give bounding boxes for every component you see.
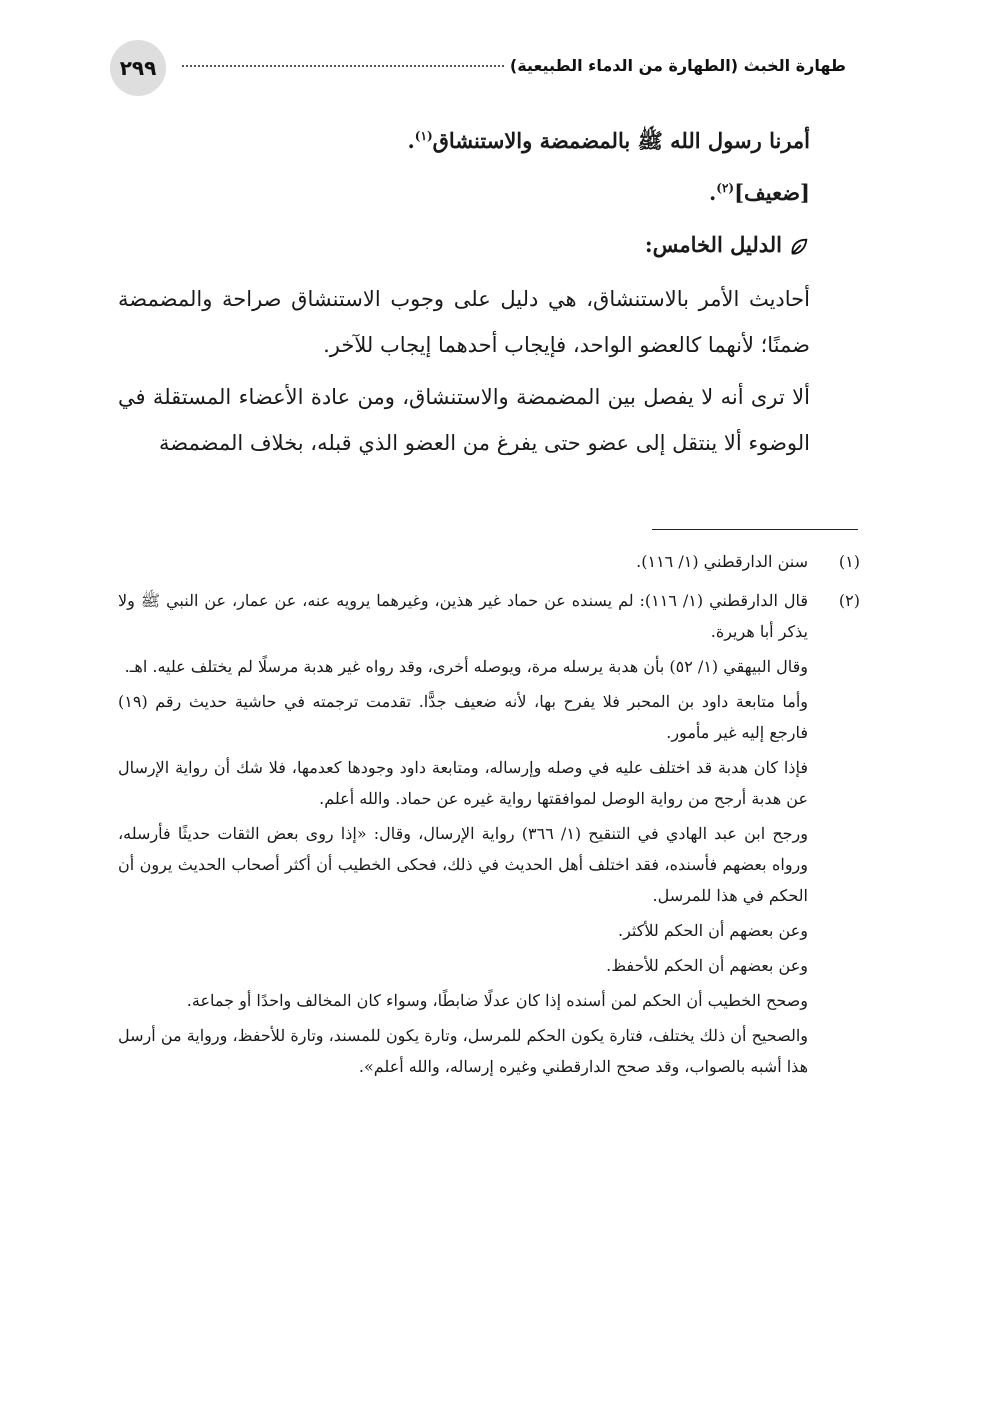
footnote-2 <box>118 585 860 1086</box>
footnote-paragraph: قال الدارقطني (١/ ١١٦): لم يسنده عن حماد غير هذين، وغيرهما يرويه عنه، عن عمار، عن النبي ﷺ ولا يذكر أبا هريرة. <box>118 591 808 641</box>
running-header <box>110 40 846 102</box>
header-dot-leader <box>182 65 504 67</box>
page-number: ٢٩٩ <box>110 40 166 96</box>
footnote-number: (٢) <box>838 591 860 610</box>
leaf-ornament-icon <box>788 236 810 258</box>
hadith-grade: [ضعيف] <box>734 180 810 205</box>
footnote-ref-1: (١) <box>414 129 433 143</box>
footnote-paragraph: وقال البيهقي (١/ ٥٢) بأن هدبة يرسله مرة، ويوصله أخرى، وقد رواه غير هدبة مرسلًا لم يختلف عليه. اهـ. <box>124 657 808 676</box>
section-heading: الدليل الخامس: <box>644 232 782 257</box>
grade-line <box>118 170 810 216</box>
footnote-paragraph: والصحيح أن ذلك يختلف، فتارة يكون الحكم للمرسل، وتارة يكون للمسند، وتارة للأحفظ، ورواية من أرسل هذا أشبه بالصواب، وقد صحح الدارقطني وغيره إرساله، والله أعلم». <box>118 1026 808 1076</box>
hadith-line <box>118 118 810 164</box>
footnote-paragraph: وصحح الخطيب أن الحكم لمن أسنده إذا كان عدلًا ضابطًا، وسواء كان المخالف واحدًا أو جماعة. <box>186 991 808 1010</box>
footnote-1 <box>118 546 860 581</box>
main-text <box>118 118 810 472</box>
grade-end: . <box>708 180 717 205</box>
paragraph-1: أحاديث الأمر بالاستنشاق، هي دليل على وجوب الاستنشاق صراحة والمضمضة ضمنًا؛ لأنهما كالعضو الواحد، فإيجاب أحدهما إيجاب للآخر. <box>118 287 810 357</box>
footnotes <box>118 546 860 1090</box>
footnote-number: (١) <box>838 552 860 571</box>
footnote-ref-2: (٢) <box>716 181 735 195</box>
footnote-paragraph: ورجح ابن عبد الهادي في التنقيح (١/ ٣٦٦) رواية الإرسال، وقال: «إذا روى بعض الثقات حديثًا فأرسله، ورواه بعضهم فأسنده، فقد اختلف أهل الحديث في ذلك، فحكى الخطيب أن أكثر أصحاب الحديث يرون أن الحكم في هذا للمرسل. <box>118 824 808 905</box>
footnote-paragraph: فإذا كان هدبة قد اختلف عليه في وصله وإرساله، ومتابعة داود وجودها كعدمها، فلا شك أن رواية الإرسال عن هدبة أرجح من رواية الوصل لموافقتها رواية غيره عن حماد. والله أعلم. <box>118 758 809 808</box>
footnote-paragraph: سنن الدارقطني (١/ ١١٦). <box>636 552 808 571</box>
running-title-row <box>176 56 846 75</box>
paragraph-2: ألا ترى أنه لا يفصل بين المضمضة والاستنشاق، ومن عادة الأعضاء المستقلة في الوضوء ألا ينتقل إلى عضو حتى يفرغ من العضو الذي قبله، بخلاف المضمضة <box>118 385 810 455</box>
footnote-body <box>118 585 808 1086</box>
footnote-paragraph: وأما متابعة داود بن المحبر فلا يفرح بها، لأنه ضعيف جدًّا. تقدمت ترجمته في حاشية حديث رقم (١٩) فارجع إليه غير مأمور. <box>118 692 808 742</box>
section-heading-row <box>118 222 810 268</box>
footnote-body <box>118 546 808 581</box>
footnote-divider <box>652 529 858 530</box>
hadith-end: . <box>407 128 415 153</box>
footnote-paragraph: وعن بعضهم أن الحكم للأكثر. <box>618 921 808 940</box>
footnote-paragraph: وعن بعضهم أن الحكم للأحفظ. <box>606 956 808 975</box>
running-title: طهارة الخبث (الطهارة من الدماء الطبيعية) <box>509 56 846 75</box>
hadith-text: أمرنا رسول الله ﷺ بالمضمضة والاستنشاق <box>432 128 810 153</box>
